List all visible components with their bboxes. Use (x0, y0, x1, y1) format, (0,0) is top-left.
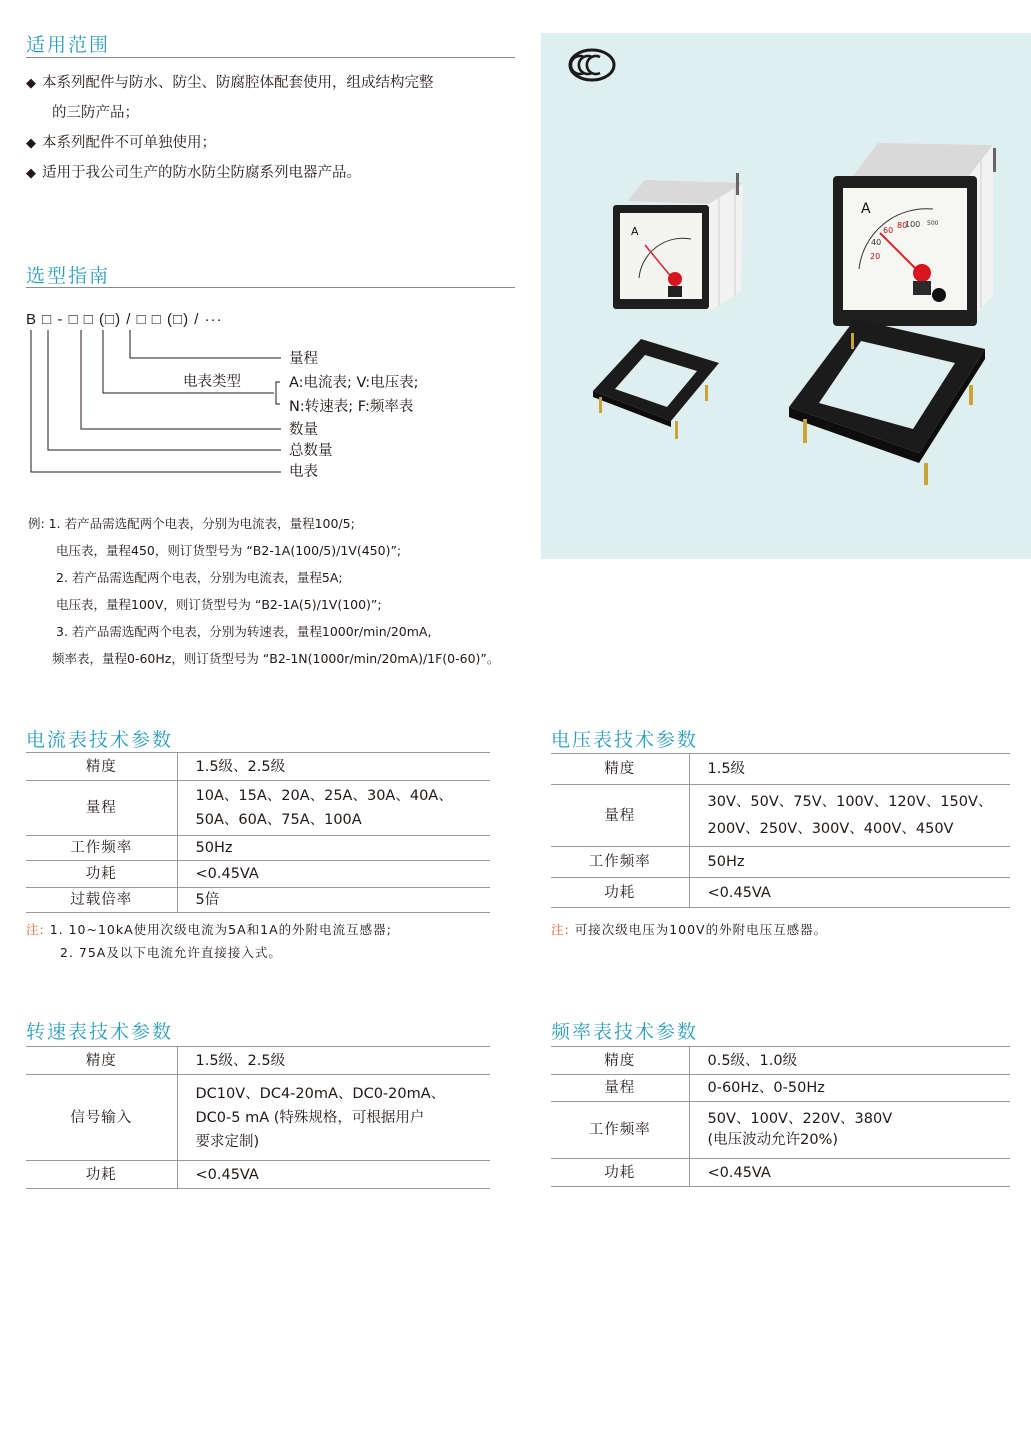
spec-key: 功耗 (26, 1161, 177, 1189)
model-code: B □ - □ □ (□) / □ □ (□) / ··· (26, 311, 223, 328)
scope-title: 适用范围 (26, 34, 111, 56)
example-line-2: 电压表，量程450，则订货型号为 “B2-1A(100/5)/1V(450)”; (56, 543, 402, 558)
table-row (26, 1047, 490, 1075)
scale-40: 40 (871, 238, 882, 247)
label-types-2: N:转速表; F:频率表 (289, 399, 414, 415)
example-line-5: 3. 若产品需选配两个电表，分别为转速表，量程1000r/min/20mA, (56, 624, 432, 639)
frequency-title: 频率表技术参数 (551, 1021, 699, 1043)
label-types-1: A:电流表; V:电压表; (289, 375, 419, 391)
table-row (551, 1047, 1010, 1075)
ammeter-table (26, 752, 490, 913)
large-meter (833, 143, 996, 326)
ccc-mark (570, 50, 614, 80)
voltmeter-title: 电压表技术参数 (551, 729, 699, 751)
spec-key: 量程 (26, 781, 177, 836)
scale-20: 20 (870, 252, 881, 261)
spec-key: 工作频率 (26, 836, 177, 861)
table-row (551, 1075, 1010, 1102)
table-row (26, 836, 490, 861)
example-line-6: 频率表，量程0-60Hz，则订货型号为 “B2-1N(1000r/min/20mA)/1F(0-60)”。 (52, 651, 500, 666)
scope-bullet-2: ◆ 本系列配件不可单独使用； (26, 135, 216, 151)
table-row (26, 1075, 490, 1161)
note-tag: 注: (551, 922, 570, 937)
tree-line-total (48, 330, 281, 450)
spec-key: 功耗 (26, 861, 177, 888)
scale-100: 100 (905, 220, 921, 229)
large-meter-letter: A (861, 201, 871, 217)
spec-value: 50Hz (689, 847, 1010, 878)
scope-bullet-1-cont: 的三防产品； (52, 105, 139, 121)
spec-value: 10A、15A、20A、25A、30A、40A、 50A、60A、75A、100A (177, 781, 490, 836)
ammeter-title: 电流表技术参数 (26, 729, 174, 751)
spec-value: 50Hz (177, 836, 490, 861)
spec-value: 1.5级、2.5级 (177, 1047, 490, 1075)
table-row (551, 785, 1010, 847)
scope-rule (26, 57, 515, 58)
table-row (26, 888, 490, 913)
table-row (551, 878, 1010, 908)
table-row (551, 754, 1010, 785)
label-range: 量程 (289, 351, 318, 367)
diamond-icon: ◆ (26, 136, 36, 151)
spec-value: 50V、100V、220V、380V (电压波动允许20%) (689, 1102, 1010, 1159)
small-meter (613, 173, 743, 313)
tachometer-title: 转速表技术参数 (26, 1021, 174, 1043)
spec-value: 1.5级、2.5级 (177, 753, 490, 781)
large-mounting-frame (789, 319, 985, 485)
spec-key: 工作频率 (551, 1102, 689, 1159)
frequency-table (551, 1046, 1010, 1187)
spec-key: 过载倍率 (26, 888, 177, 913)
label-quantity: 数量 (289, 422, 318, 438)
spec-value: <0.45VA (689, 878, 1010, 908)
tree-line-range (130, 330, 281, 358)
spec-key: 精度 (26, 1047, 177, 1075)
spec-value: <0.45VA (177, 1161, 490, 1189)
product-photo (541, 33, 1031, 559)
spec-value: 5倍 (177, 888, 490, 913)
spec-key: 精度 (551, 1047, 689, 1075)
spec-key: 精度 (551, 754, 689, 785)
label-total: 总数量 (289, 443, 333, 459)
scale-top: 500 (927, 220, 939, 227)
table-row (26, 1161, 490, 1189)
model-code-tree (26, 330, 296, 480)
product-photo-panel (541, 33, 1031, 559)
small-mounting-frame (593, 339, 719, 439)
spec-key: 量程 (551, 785, 689, 847)
diamond-icon: ◆ (26, 76, 36, 91)
tree-line-quantity (81, 330, 281, 429)
spec-key: 量程 (551, 1075, 689, 1102)
guide-rule (26, 287, 515, 288)
small-meter-letter: A (631, 225, 639, 238)
scope-bullet-3: ◆ 适用于我公司生产的防水防尘防腐系列电器产品。 (26, 165, 361, 181)
table-row (26, 861, 490, 888)
ammeter-note-2: 2. 75A及以下电流允许直接接入式。 (60, 945, 282, 960)
spec-value: 0-60Hz、0-50Hz (689, 1075, 1010, 1102)
label-meter: 电表 (289, 464, 318, 480)
diamond-icon: ◆ (26, 166, 36, 181)
table-row (26, 753, 490, 781)
spec-key: 功耗 (551, 1159, 689, 1187)
table-row (551, 1159, 1010, 1187)
scope-bullet-1: ◆ 本系列配件与防水、防尘、防腐腔体配套使用，组成结构完整 (26, 75, 434, 91)
note-tag: 注: (26, 922, 45, 937)
scale-60: 60 (883, 226, 894, 235)
spec-value: 30V、50V、75V、100V、120V、150V、 200V、250V、300V、400V、450V (689, 785, 1010, 847)
table-row (551, 847, 1010, 878)
spec-key: 精度 (26, 753, 177, 781)
spec-key: 工作频率 (551, 847, 689, 878)
spec-key: 信号输入 (26, 1075, 177, 1161)
guide-title: 选型指南 (26, 265, 111, 287)
ammeter-note-1: 注: 1. 10~10kA使用次级电流为5A和1A的外附电流互感器; (26, 922, 392, 937)
tachometer-table (26, 1046, 490, 1189)
voltmeter-table (551, 753, 1010, 908)
spec-value: 1.5级 (689, 754, 1010, 785)
spec-value: DC10V、DC4-20mA、DC0-20mA、 DC0-5 mA (特殊规格，可根据用户 要求定制) (177, 1075, 490, 1161)
example-line-4: 电压表，量程100V，则订货型号为 “B2-1A(5)/1V(100)”; (56, 597, 382, 612)
voltmeter-note: 注: 可接次级电压为100V的外附电压互感器。 (551, 922, 828, 937)
label-meter-type: 电表类型 (183, 374, 241, 390)
tree-bracket (276, 382, 280, 404)
tree-line-meter (31, 330, 281, 472)
spec-value: <0.45VA (689, 1159, 1010, 1187)
spec-key: 功耗 (551, 878, 689, 908)
table-row (551, 1102, 1010, 1159)
spec-value: 0.5级、1.0级 (689, 1047, 1010, 1075)
spec-value: <0.45VA (177, 861, 490, 888)
table-row (26, 781, 490, 836)
scale-80: 80 (897, 221, 908, 230)
example-line-3: 2. 若产品需选配两个电表，分别为电流表，量程5A; (56, 570, 343, 585)
example-line-1: 例: 1. 若产品需选配两个电表，分别为电流表，量程100/5; (28, 516, 355, 531)
